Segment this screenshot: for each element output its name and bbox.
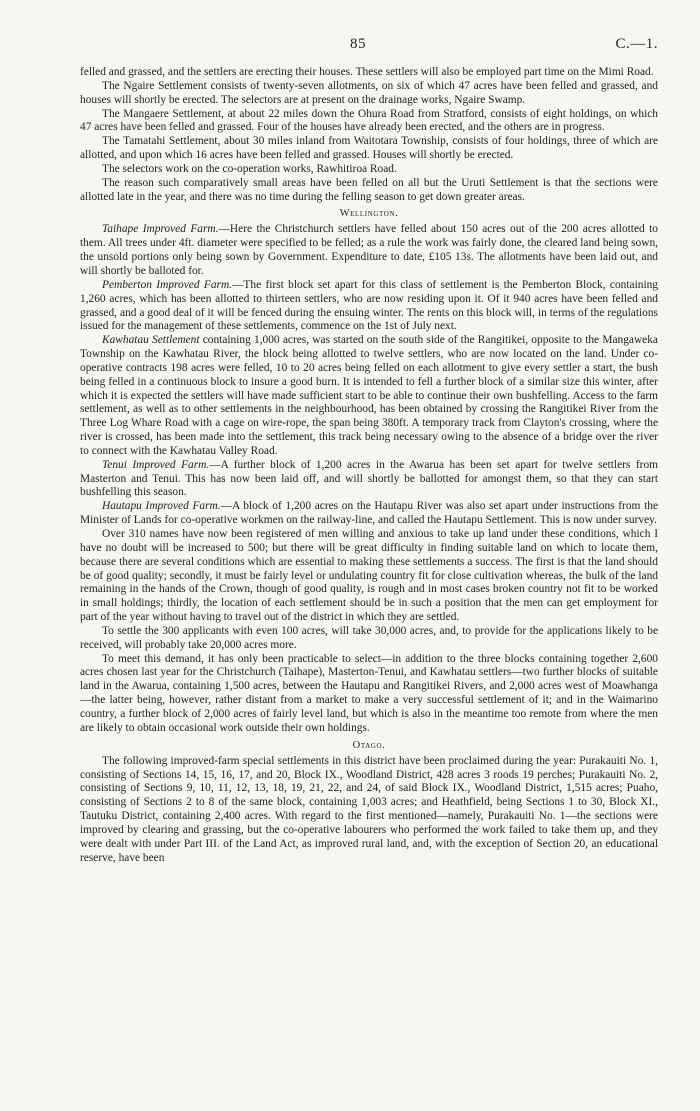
paragraph-text: —The first block set apart for this class of settlement is the Pemberton Block, containing 1,260 acres, which has been allotted to thirteen settlers, who are now residing upon it. Of it 940 acres have been felled and grassed, and a good deal of it will be fenced during the ensuing winter. The rents on this block will, in terms of the regulations issued for the management of these settlements, commence on the 1st of July next. <box>80 278 658 333</box>
intro-paragraph: The Tamatahi Settlement, about 30 miles inland from Waitotara Township, consists of four holdings, three of which are allotted, and upon which 16 acres have been felled and grassed. Houses will shortly be erected. <box>80 135 658 162</box>
paragraph-lead: Pemberton Improved Farm. <box>102 278 233 291</box>
paragraph-text: To meet this demand, it has only been practicable to select—in addition to the three blocks containing together 2,600 acres chosen last year for the Christchurch (Taihape), Masterton-Tenui, and Kawhatau settlers—two further blocks of suitable land in the Awarua, containing 1,500 acres, between the Hautapu and Rangitikei Rivers, and 2,000 acres west of Moawhanga—the latter being, however, rather distant from a market to make a very successful settlement of it; and in the Waimarino country, a further block of 2,000 acres of fairly level land, but which is also in the meantime too remote from where the men are likely to obtain occasional work outside their own holdings. <box>80 652 658 734</box>
paragraph-text: —A further block of 1,200 acres in the Awarua has been set apart for twelve settlers from Masterton and Tenui. This has now been laid off, and will shortly be ballotted for amongst them, so that they can start bushfelling this season. <box>80 458 658 499</box>
wellington-paragraph <box>80 334 658 459</box>
paragraph-lead: Taihape Improved Farm. <box>102 223 219 236</box>
paragraph-lead: Kawhatau Settlement <box>102 334 200 347</box>
wellington-paragraph <box>80 223 658 278</box>
intro-paragraph: felled and grassed, and the settlers are erecting their houses. These settlers will also be employed part time on the Mimi Road. <box>80 66 654 78</box>
wellington-paragraph <box>80 528 658 625</box>
intro-paragraph: The selectors work on the co-operation works, Rawhitiroa Road. <box>102 162 397 175</box>
paragraph-text: Over 310 names have now been registered of men willing and anxious to take up land under these conditions, which I have no doubt will be increased to 500; but there will be great difficulty in finding suitable land on which to locate them, because there are several conditions which are essential to making these settlements a success. The first is that the land should be of good quality; secondly, it must be fairly level or undulating country fit for close cultivation whereas, the bulk of the land remaining in the hands of the Crown, though of good quality, is rough and in most cases broken country not fit to be worked in small holdings; thirdly, the location of each settlement should be in such a position that the men can get employment for part of the year without having to travel out of the district in which they are settled. <box>80 528 658 624</box>
page-number: 85 <box>350 36 366 52</box>
paragraph-text: To settle the 300 applicants with even 100 acres, will take 30,000 acres, and, to provide for the applications likely to be received, will probably take 20,000 acres more. <box>80 624 658 651</box>
paragraph-lead: Hautapu Improved Farm. <box>102 500 221 513</box>
section-heading-otago: Otago. <box>352 739 386 751</box>
otago-paragraph: The following improved-farm special settlements in this district have been proclaimed during the year: Purakauiti No. 1, consisting of Sections 14, 15, 16, 17, and 20, Block IX., Woodland District, 428 acres 3 roods 19 perches; Purakauiti No. 2, consisting of Sections 9, 10, 11, 12, 13, 18, 19, 21, 22, and 24, of said Block IX., Woodland District, 1,515 acres; Puaho, consisting of Sections 2 to 8 of the same block, containing 1,003 acres; and Heathfield, being Sections 1 to 30, Block XI., Tautuku District, containing 2,400 acres. With regard to the first mentioned—namely, Purakauiti No. 1—the sections were improved by clearing and grassing, but the co-operative labourers who performed the work failed to take them up, and they were dealt with under Part III. of the Land Act, as improved rural land, and, with the exception of Section 20, an educational reserve, have been <box>80 754 658 864</box>
document-reference: C.—1. <box>615 36 658 52</box>
wellington-paragraph <box>80 500 658 528</box>
wellington-paragraph <box>80 459 658 501</box>
intro-paragraph: The reason such comparatively small areas have been felled on all but the Uruti Settlement is that the sections were allotted late in the year, and there was no time during the felling season to get down greater areas. <box>80 176 658 203</box>
section-heading-wellington: Wellington. <box>339 208 399 220</box>
intro-paragraph: The Ngaire Settlement consists of twenty-seven allotments, on six of which 47 acres have been felled and grassed, and houses will shortly be erected. The selectors are at present on the drainage works, Ngaire Swamp. <box>80 79 658 106</box>
page-header <box>80 0 658 66</box>
paragraph-lead: Tenui Improved Farm. <box>102 458 210 471</box>
paragraph-text: —Here the Christchurch settlers have felled about 150 acres out of the 200 acres allotted to them. All trees under 4ft. diameter were specified to be felled; as a rule the work was fairly done, the cleared land being sown, the unsold portions only being sown by Government. Expenditure to date, £105 13s. The allotments have been laid out, and will shortly be balloted for. <box>80 223 658 277</box>
page-body <box>80 66 658 865</box>
wellington-paragraph <box>80 279 658 334</box>
paragraph-text: —A block of 1,200 acres on the Hautapu River was also set apart under instructions from the Minister of Lands for co-operative workmen on the railway-line, and called the Hautapu Settlement. This is now under survey. <box>80 500 658 527</box>
wellington-paragraph <box>80 653 658 736</box>
intro-paragraph: The Mangaere Settlement, at about 22 miles down the Ohura Road from Stratford, consists of eight holdings, on which 47 acres have been felled and grassed. Four of the houses have already been erected, and the others are in progress. <box>80 107 658 134</box>
paragraph-text: containing 1,000 acres, was started on the south side of the Rangitikei, opposite to the Mangaweka Township on the Kawhatau River, the block being allotted to twelve settlers, who are now located on the land. Under co-operative contracts 198 acres were felled, 10 to 20 acres being felled on each allotment to give every settler a start, the bush being felled in a continuous block to insure a good burn. It is intended to fell a further block of a similar size this winter, after which it is expected the settlers will have made sufficient start to be able to continue their own bushfelling. Access to the farm settlement, as well as to other settlements in the neighbourhood, has been obtained by crossing the Rangitikei River from the Three Log Whare Road with a cage on wire-rope, the span being 380ft. A temporary track from Clayton's crossing, where the river is crossed, has been made into the settlement, this track being necessary owing to the absence of a bridge over the river to connect with the Kawhatau Valley Road. <box>80 334 658 457</box>
wellington-paragraph <box>80 625 658 653</box>
